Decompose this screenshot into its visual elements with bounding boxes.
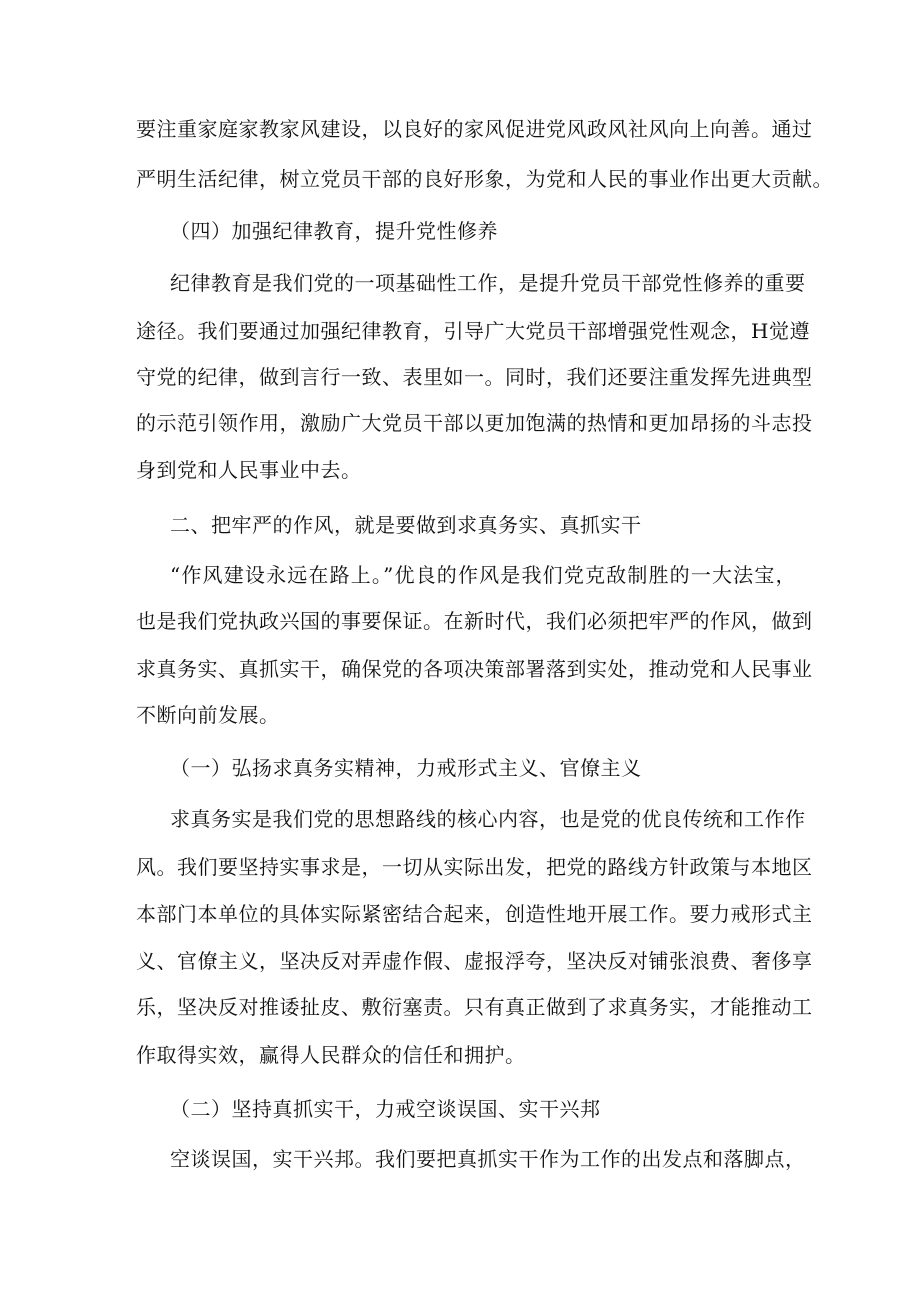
body-text-line: 要注重家庭家教家风建设，以良好的家风促进党风政风社风向上向善。通过: [136, 117, 813, 141]
body-text-line: 不断向前发展。: [136, 703, 280, 727]
chapter-heading-2: 二、把牢严的作风，就是要做到求真务实、真抓实干: [170, 513, 642, 537]
section-heading-4: （四）加强纪律教育，提升党性修养: [170, 219, 498, 243]
body-text-line: 作取得实效，赢得人民群众的信任和拥护。: [136, 1043, 526, 1067]
body-text-line: 求真务实、真抓实干，确保党的各项决策部署落到实处，推动党和人民事业: [136, 657, 813, 681]
body-text-line: 途径。我们要通过加强纪律教育，引导广大党员干部增强党性观念，H觉遵: [136, 319, 810, 343]
section-heading-1: （一）弘扬求真务实精神，力戒形式主义、官僚主义: [170, 756, 642, 780]
body-text-line: 求真务实是我们党的思想路线的核心内容，也是党的优良传统和工作作: [170, 807, 806, 831]
body-text-line: 空谈误国，实干兴邦。我们要把真抓实干作为工作的出发点和落脚点，: [170, 1147, 806, 1171]
body-text-line: 严明生活纪律，树立党员干部的良好形象，为党和人民的事业作出更大贡献。: [136, 167, 833, 191]
body-text-line: 守党的纪律，做到言行一致、表里如一。同时，我们还要注重发挥先进典型: [136, 365, 813, 389]
body-text-line: 乐，坚决反对推诿扯皮、敷衍塞责。只有真正做到了求真务实，才能推动工: [136, 995, 813, 1019]
body-text-line: 义、官僚主义，坚决反对弄虚作假、虚报浮夸，坚决反对铺张浪费、奢侈享: [136, 949, 813, 973]
body-text-line: 风。我们要坚持实事求是，一切从实际出发，把党的路线方针政策与本地区: [136, 855, 813, 879]
body-text-line: “作风建设永远在路上。”优良的作风是我们党克敌制胜的一大法宝，: [170, 563, 796, 587]
body-text-line: 的示范引领作用，激励广大党员干部以更加饱满的热情和更加昂扬的斗志投: [136, 411, 813, 435]
body-text-line: 也是我们党执政兴国的事要保证。在新时代，我们必须把牢严的作风，做到: [136, 609, 813, 633]
section-heading-2: （二）坚持真抓实干，力戒空谈误国、实干兴邦: [170, 1097, 601, 1121]
body-text-line: 身到党和人民事业中去。: [136, 458, 362, 482]
body-text-line: 纪律教育是我们党的一项基础性工作，是提升党员干部党性修养的重要: [170, 271, 806, 295]
body-text-line: 本部门本单位的具体实际紧密结合起来，创造性地开展工作。要力戒形式主: [136, 902, 813, 926]
